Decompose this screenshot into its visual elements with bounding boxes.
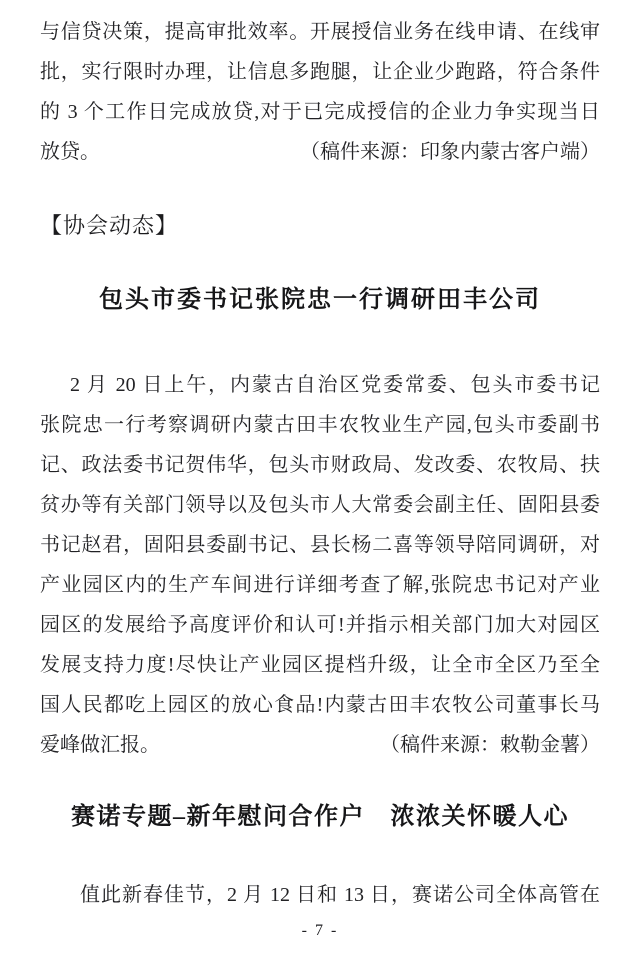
paragraph-line-end: 放贷。 bbox=[40, 141, 100, 163]
paragraph-line: 产业园区内的生产车间进行详细考查了解,张院忠书记对产业 bbox=[40, 574, 600, 596]
paragraph-line: 与信贷决策，提高审批效率。开展授信业务在线申请、在线审 bbox=[40, 21, 600, 43]
page-number: - 7 - bbox=[301, 922, 339, 939]
section-label-association-news: 【协会动态】 bbox=[40, 213, 179, 238]
paragraph-line: 园区的发展给予高度评价和认可!并指示相关部门加大对园区 bbox=[40, 614, 600, 636]
paragraph-line: 的 3 个工作日完成放贷,对于已完成授信的企业力争实现当日 bbox=[40, 101, 600, 123]
source-attribution: （稿件来源：印象内蒙古客户端） bbox=[300, 141, 600, 163]
article-title-tianfeng: 包头市委书记张院忠一行调研田丰公司 bbox=[99, 287, 541, 313]
paragraph-line: 批，实行限时办理，让信息多跑腿，让企业少跑路，符合条件 bbox=[40, 61, 600, 83]
paragraph-tianfeng bbox=[40, 365, 600, 765]
paragraph-last-line bbox=[40, 132, 600, 172]
article-title-sainuo: 赛诺专题–新年慰问合作户 浓浓关怀暖人心 bbox=[71, 804, 569, 830]
paragraph-line: 贫办等有关部门领导以及包头市人大常委会副主任、固阳县委 bbox=[40, 494, 600, 516]
paragraph-line-end: 爱峰做汇报。 bbox=[40, 734, 160, 756]
paragraph-line: 值此新春佳节，2 月 12 日和 13 日，赛诺公司全体高管在 bbox=[80, 884, 600, 906]
paragraph-line: 书记赵君，固阳县委副书记、县长杨二喜等领导陪同调研，对 bbox=[40, 534, 600, 556]
paragraph-last-line bbox=[40, 725, 600, 765]
paragraph-sainuo bbox=[40, 875, 600, 915]
paragraph-line: 张院忠一行考察调研内蒙古田丰农牧业生产园,包头市委副书 bbox=[40, 414, 600, 436]
paragraph-line: 国人民都吃上园区的放心食品!内蒙古田丰农牧公司董事长马 bbox=[40, 694, 600, 716]
paragraph-line: 2 月 20 日上午，内蒙古自治区党委常委、包头市委书记 bbox=[70, 374, 600, 396]
paragraph-credit-intro bbox=[40, 12, 600, 172]
source-attribution: （稿件来源：敕勒金薯） bbox=[380, 734, 600, 756]
paragraph-line: 记、政法委书记贺伟华，包头市财政局、发改委、农牧局、扶 bbox=[40, 454, 600, 476]
paragraph-line: 发展支持力度!尽快让产业园区提档升级，让全市全区乃至全 bbox=[40, 654, 600, 676]
